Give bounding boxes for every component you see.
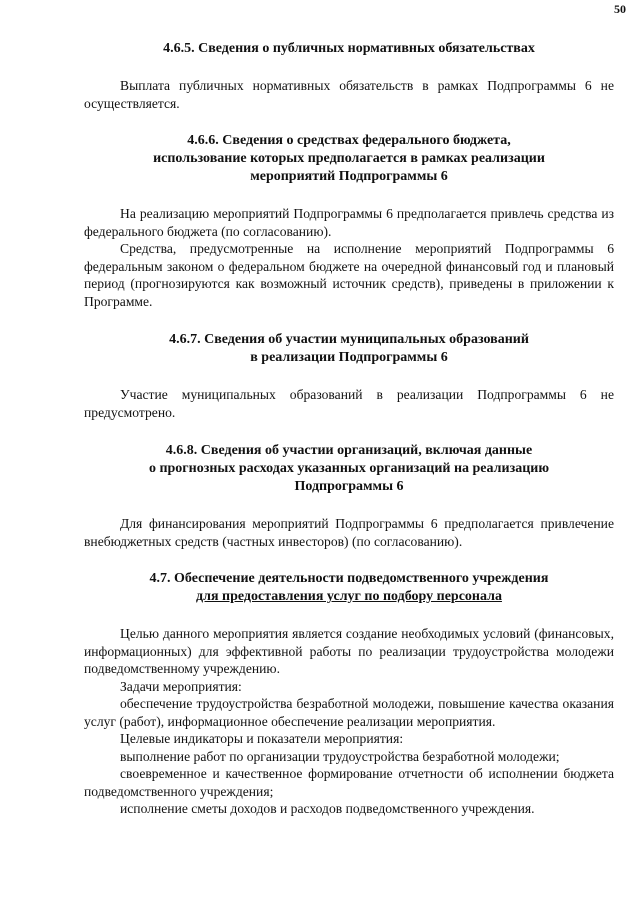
heading-line: 4.6.6. Сведения о средствах федерального бюджета, — [187, 133, 511, 148]
section-heading-4-6-5 — [84, 40, 614, 58]
paragraph: Целью данного мероприятия является создание необходимых условий (финансовых, информационных) для эффективной работы по реализации трудоустройства молодежи подведомственному учреждению. — [84, 626, 614, 676]
paragraph: Для финансирования мероприятий Подпрограммы 6 предполагается привлечение внебюджетных средств (частных инвесторов) (по согласованию). — [84, 516, 614, 549]
heading-line: 4.6.7. Сведения об участии муниципальных образований — [169, 332, 529, 347]
heading-line: 4.6.8. Сведения об участии организаций, включая данные — [165, 443, 533, 458]
page-number: 50 — [614, 2, 626, 16]
paragraph: Целевые индикаторы и показатели мероприятия: — [120, 731, 404, 746]
heading-line: 4.7. Обеспечение деятельности подведомственного учреждения — [149, 571, 549, 586]
paragraph: исполнение сметы доходов и расходов подведомственного учреждения. — [120, 801, 535, 816]
paragraph: выполнение работ по организации трудоустройства безработной молодежи; — [120, 748, 560, 764]
section-heading-4-6-7 — [84, 331, 614, 367]
heading-line: мероприятий Подпрограммы 6 — [250, 169, 448, 184]
section-heading-4-6-8 — [84, 442, 614, 496]
heading-line: Подпрограммы 6 — [294, 479, 404, 494]
heading-line: о прогнозных расходах указанных организаций на реализацию — [148, 461, 550, 476]
heading-line: для предоставления услуг по подбору персонала — [196, 589, 502, 604]
paragraph: Участие муниципальных образований в реализации Подпрограммы 6 не предусмотрено. — [84, 387, 614, 420]
heading-line: в реализации Подпрограммы 6 — [250, 350, 448, 365]
paragraph: Задачи мероприятия: — [120, 678, 242, 694]
paragraph: Выплата публичных нормативных обязательств в рамках Подпрограммы 6 не осуществляется. — [84, 78, 614, 111]
paragraph: обеспечение трудоустройства безработной молодежи, повышение качества оказания услуг (работ), информационное обеспечение реализации мероприятия. — [84, 696, 614, 729]
heading-line: 4.6.5. Сведения о публичных нормативных обязательствах — [163, 41, 535, 56]
heading-line: использование которых предполагается в рамках реализации — [153, 151, 545, 166]
paragraph: Средства, предусмотренные на исполнение мероприятий Подпрограммы 6 федеральным законом о федеральном бюджете на очередной финансовый год и плановый период (прогнозируются как возможный источник средств), приведены в приложении к Программе. — [84, 241, 614, 309]
paragraph: На реализацию мероприятий Подпрограммы 6 предполагается привлечь средства из федерального бюджета (по согласованию). — [84, 206, 614, 239]
section-heading-4-6-6 — [84, 132, 614, 186]
section-heading-4-7 — [84, 570, 614, 606]
document-body — [84, 40, 614, 818]
paragraph: своевременное и качественное формирование отчетности об исполнении бюджета подведомственного учреждения; — [84, 766, 614, 799]
